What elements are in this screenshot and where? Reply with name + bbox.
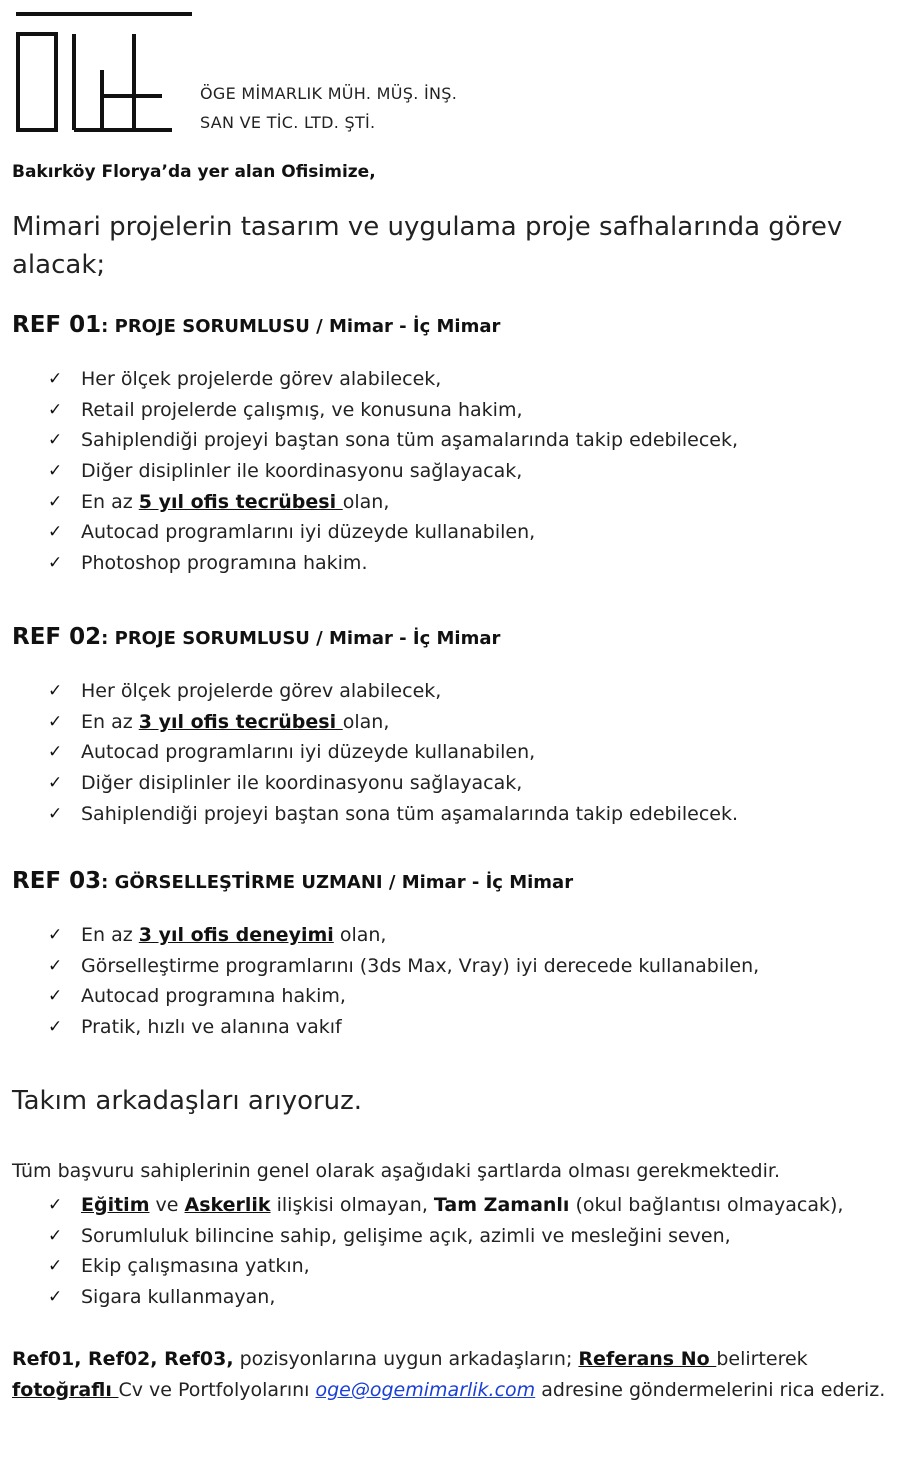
- check-icon: ✓: [48, 742, 63, 763]
- ref-codes: Ref01, Ref02, Ref03,: [12, 1348, 234, 1370]
- ref01-code: REF 01: [12, 312, 102, 338]
- check-icon: ✓: [48, 773, 63, 794]
- list-item: ✓ Sorumluluk bilincine sahip, gelişime açık, azimli ve mesleğini seven,: [48, 1221, 843, 1252]
- ref02-requirements: [48, 676, 738, 829]
- check-icon: ✓: [48, 1195, 63, 1215]
- list-item: ✓ Retail projelerde çalışmış, ve konusuna hakim,: [48, 395, 738, 426]
- ref03-title: : GÖRSELLEŞTİRME UZMANI / Mimar - İç Mimar: [101, 872, 574, 893]
- check-icon: ✓: [48, 925, 63, 945]
- closing-paragraph: Ref01, Ref02, Ref03, pozisyonlarına uygun arkadaşların; Referans No belirterek fotoğraflı Cv ve Portfolyolarını oge@ogemimarlik.com adresine göndermelerini rica ederiz.: [12, 1348, 886, 1401]
- check-icon: ✓: [48, 1256, 63, 1277]
- check-icon: ✓: [48, 681, 63, 701]
- company-name-line1: ÖGE MİMARLIK MÜH. MÜŞ. İNŞ.: [200, 84, 458, 103]
- ref01-heading: [12, 312, 500, 338]
- check-icon: ✓: [48, 1225, 63, 1246]
- list-item: ✓ Pratik, hızlı ve alanına vakıf: [48, 1012, 759, 1043]
- check-icon: ✓: [48, 1287, 63, 1308]
- check-icon: ✓: [48, 955, 63, 976]
- check-icon: ✓: [48, 986, 63, 1007]
- list-item: ✓ Sigara kullanmayan,: [48, 1282, 843, 1313]
- list-item: ✓ Diğer disiplinler ile koordinasyonu sağlayacak,: [48, 456, 738, 487]
- company-name-line2: SAN VE TİC. LTD. ŞTİ.: [200, 113, 376, 132]
- ref02-title: : PROJE SORUMLUSU / Mimar - İç Mimar: [101, 628, 501, 649]
- email-link[interactable]: oge@ogemimarlik.com: [315, 1379, 536, 1401]
- list-item: ✓ Ekip çalışmasına yatkın,: [48, 1251, 843, 1282]
- list-item: ✓ Sahiplendiği projeyi baştan sona tüm aşamalarında takip edebilecek.: [48, 799, 738, 830]
- intro-text: Bakırköy Florya’da yer alan Ofisimize,: [12, 162, 376, 182]
- list-item: ✓ Her ölçek projelerde görev alabilecek,: [48, 676, 738, 707]
- ref03-requirements: [48, 920, 759, 1043]
- ref02-code: REF 02: [12, 624, 102, 650]
- check-icon: ✓: [48, 553, 63, 574]
- list-item: ✓ Photoshop programına hakim.: [48, 548, 738, 579]
- list-item: ✓ Diğer disiplinler ile koordinasyonu sağlayacak,: [48, 768, 738, 799]
- check-icon: ✓: [48, 522, 63, 543]
- list-item: ✓ Sahiplendiği projeyi baştan sona tüm aşamalarında takip edebilecek,: [48, 425, 738, 456]
- general-requirements: [48, 1190, 843, 1313]
- lead-text: Mimari projelerin tasarım ve uygulama proje safhalarında görev alacak;: [12, 212, 843, 280]
- list-item: ✓ Autocad programlarını iyi düzeyde kullanabilen,: [48, 517, 738, 548]
- check-icon: ✓: [48, 369, 63, 389]
- general-intro: Tüm başvuru sahiplerinin genel olarak aşağıdaki şartlarda olması gerekmektedir.: [12, 1160, 780, 1182]
- ref03-heading: [12, 868, 573, 894]
- ref01-requirements: [48, 364, 738, 579]
- list-item: ✓ En az 3 yıl ofis deneyimi olan,: [48, 920, 759, 951]
- list-item: ✓ Autocad programına hakim,: [48, 981, 759, 1012]
- ref03-code: REF 03: [12, 868, 102, 894]
- list-item: ✓ En az 3 yıl ofis tecrübesi olan,: [48, 707, 738, 738]
- check-icon: ✓: [48, 711, 63, 732]
- list-item: ✓ Her ölçek projelerde görev alabilecek,: [48, 364, 738, 395]
- list-item: ✓ Eğitim ve Askerlik ilişkisi olmayan, Tam Zamanlı (okul bağlantısı olmayacak),: [48, 1190, 843, 1221]
- team-heading: Takım arkadaşları arıyoruz.: [12, 1086, 363, 1116]
- check-icon: ✓: [48, 803, 63, 824]
- check-icon: ✓: [48, 399, 63, 420]
- check-icon: ✓: [48, 461, 63, 482]
- check-icon: ✓: [48, 491, 63, 512]
- list-item: ✓ En az 5 yıl ofis tecrübesi olan,: [48, 487, 738, 518]
- ref01-title: : PROJE SORUMLUSU / Mimar - İç Mimar: [101, 316, 501, 337]
- list-item: ✓ Autocad programlarını iyi düzeyde kullanabilen,: [48, 737, 738, 768]
- check-icon: ✓: [48, 1017, 63, 1038]
- check-icon: ✓: [48, 430, 63, 451]
- ref02-heading: [12, 624, 500, 650]
- list-item: ✓ Görselleştirme programlarını (3ds Max, Vray) iyi derecede kullanabilen,: [48, 951, 759, 982]
